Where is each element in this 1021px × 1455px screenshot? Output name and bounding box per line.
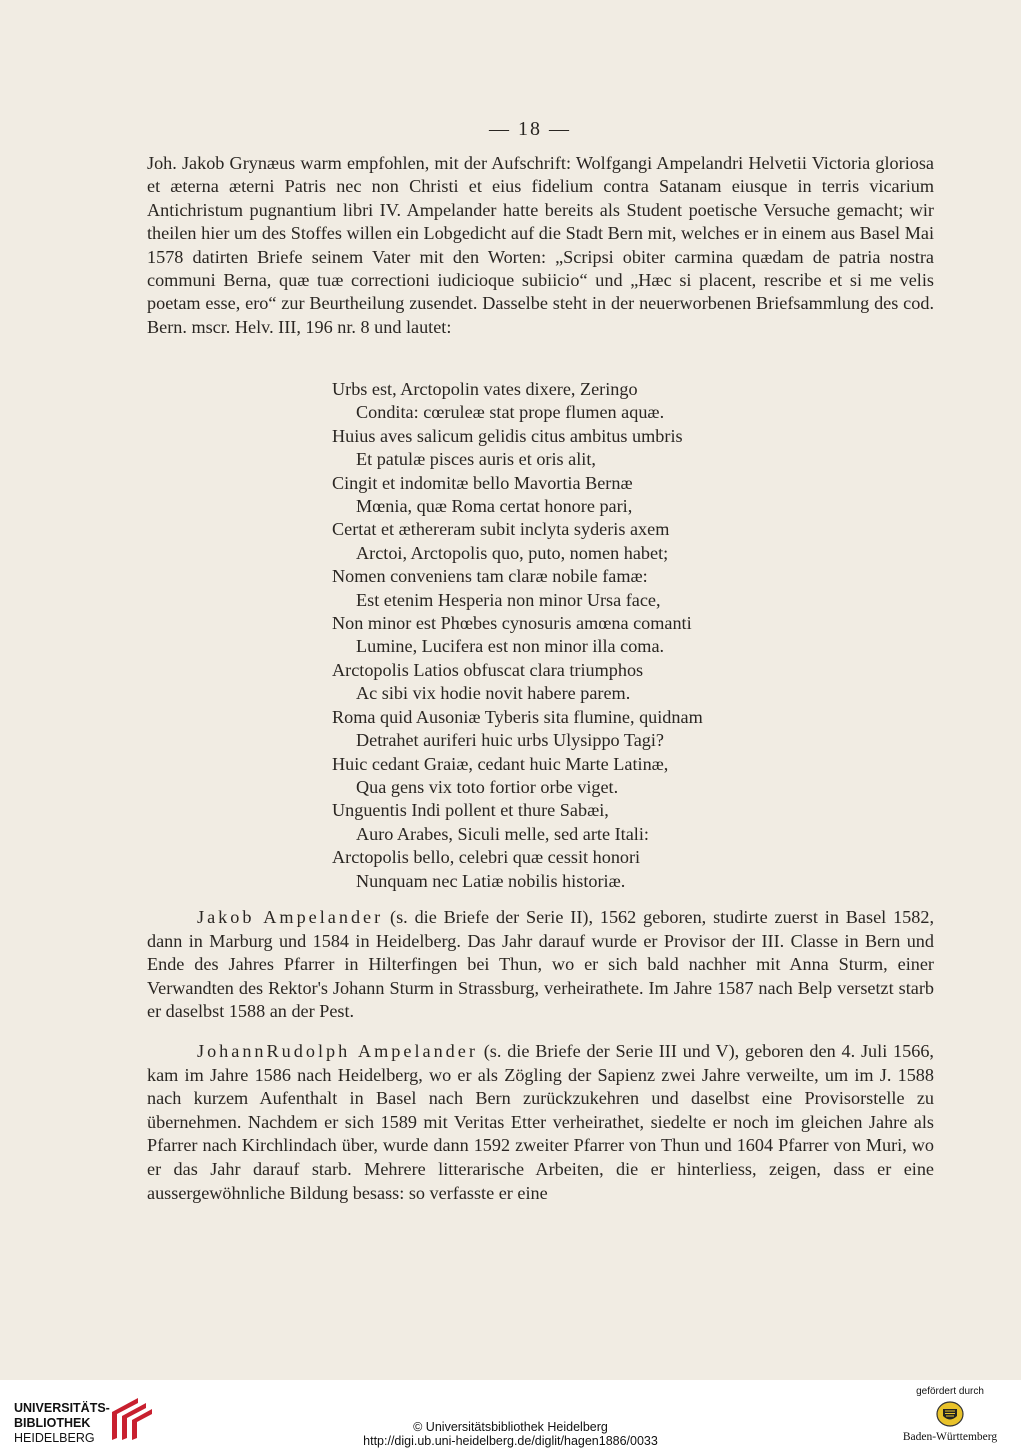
poem-line: Mœnia, quæ Roma certat honore pari, — [356, 496, 633, 517]
paragraph-text: (s. die Briefe der Serie III und V), geboren den 4. Juli 1566, kam im Jahre 1586 nach Heidelberg, wo er als Zögling der Sapienz zwei Jahre verweilte, um im J. 1588 nach kurzem Aufenthalt in Basel nach Bern zurückzukehren und daselbst eine Provisorstelle zu übernehmen. Nachdem er sich 1589 mit Veritas Etter verheirathet, siedelte er noch im gleichen Jahre als Pfarrer nach Kirchlindach über, wurde dann 1592 zweiter Pfarrer von Thun und 1604 Pfarrer von Muri, wo er das Jahr darauf starb. Mehrere litterarische Arbeiten, die er hinterliess, zeigen, dass er eine aussergewöhnliche Bildung besass: so verfasste er eine — [147, 1041, 934, 1203]
poem-line: Arctoi, Arctopolis quo, puto, nomen habet; — [356, 542, 669, 563]
poem-line: Nomen conveniens tam claræ nobile famæ: — [332, 566, 648, 587]
copyright — [0, 1420, 1021, 1448]
person-name: JohannRudolph Ampelander — [197, 1041, 478, 1061]
poem-line: Lumine, Lucifera est non minor illa coma. — [356, 636, 665, 657]
library-line-2: BIBLIOTHEK — [14, 1416, 91, 1430]
funder-name: Baden-Württemberg — [902, 1431, 998, 1443]
poem — [332, 378, 852, 893]
poem-line: Detrahet auriferi huic urbs Ulysippo Tagi? — [356, 730, 664, 751]
poem-line: Roma quid Ausoniæ Tyberis sita flumine, quidnam — [332, 706, 703, 727]
poem-line: Non minor est Phœbes cynosuris amœna comanti — [332, 613, 692, 634]
poem-line: Et patulæ pisces auris et oris alit, — [356, 449, 596, 470]
funding-notice — [895, 1386, 1005, 1443]
person-name: Jakob Ampelander — [197, 907, 384, 927]
paragraph-johann-rudolph-ampelander — [147, 1040, 934, 1205]
footer — [0, 1380, 1021, 1455]
poem-line: Condita: cœruleæ stat prope flumen aquæ. — [356, 402, 665, 423]
library-line-3: HEIDELBERG — [14, 1431, 95, 1445]
intro-paragraph — [147, 152, 934, 339]
poem-line: Arctopolis Latios obfuscat clara triumphos — [332, 659, 644, 680]
poem-line: Cingit et indomitæ bello Mavortia Bernæ — [332, 472, 633, 493]
library-line-1: UNIVERSITÄTS- — [14, 1401, 110, 1415]
intro-text: Joh. Jakob Grynæus warm empfohlen, mit der Aufschrift: Wolfgangi Ampelandri Helvetii Victoria gloriosa et æterna æterni Patris nec non Christi et eius fidelium contra Satanam eiusque in terris vicarium Antichristum pugnantium libri IV. Ampelander hatte bereits als Student poetische Versuche gemacht; wir theilen hier um des Stoffes willen ein Lobgedicht auf die Stadt Bern mit, welches er in einem aus Basel Mai 1578 datirten Briefe seinem Vater mit den Worten: „Scripsi obiter carmina quædam de patria nostra communi Berna, quæ tuæ correctioni iudicioque subiicio“ und „Hæc si placent, rescribe et si me velis poetam esse, ero“ zur Beurtheilung zusendet. Dasselbe steht in der neuerworbenen Briefsammlung des cod. Bern. mscr. Helv. III, 196 nr. 8 und lautet: — [147, 153, 934, 337]
poem-line: Huic cedant Graiæ, cedant huic Marte Latinæ, — [332, 753, 669, 774]
paragraph-jakob-ampelander — [147, 906, 934, 1024]
funded-by-label: gefördert durch — [916, 1386, 984, 1397]
permalink-url[interactable]: http://digi.ub.uni-heidelberg.de/diglit/hagen1886/0033 — [363, 1434, 658, 1448]
poem-line: Nunquam nec Latiæ nobilis historiæ. — [356, 870, 626, 891]
poem-line: Certat et æthereram subit inclyta syderis axem — [332, 519, 670, 540]
poem-line: Urbs est, Arctopolin vates dixere, Zeringo — [332, 379, 638, 399]
poem-line: Est etenim Hesperia non minor Ursa face, — [356, 589, 661, 610]
poem-line: Qua gens vix toto fortior orbe viget. — [356, 776, 619, 797]
poem-line: Huius aves salicum gelidis citus ambitus umbris — [332, 425, 683, 446]
paragraph-text: (s. die Briefe der Serie II), 1562 geboren, studirte zuerst in Basel 1582, dann in Marburg und 1584 in Heidelberg. Das Jahr darauf wurde er Provisor der III. Classe in Bern und Ende des Jahres Pfarrer in Hilterfingen bei Thun, wo er sich bald nachher mit Anna Sturm, einer Verwandten des Rektor's Johann Sturm in Strassburg, verheirathete. Im Jahre 1587 nach Belp versetzt starb er daselbst 1588 an der Pest. — [147, 907, 934, 1022]
baden-wuerttemberg-crest-icon — [935, 1400, 965, 1428]
poem-line: Arctopolis bello, celebri quæ cessit honori — [332, 847, 641, 868]
copyright-text: © Universitätsbibliothek Heidelberg — [413, 1420, 608, 1434]
poem-line: Unguentis Indi pollent et thure Sabæi, — [332, 800, 609, 821]
poem-line: Ac sibi vix hodie novit habere parem. — [356, 683, 631, 704]
page-number: — 18 — — [489, 118, 571, 140]
poem-line: Auro Arabes, Siculi melle, sed arte Itali: — [356, 823, 649, 844]
